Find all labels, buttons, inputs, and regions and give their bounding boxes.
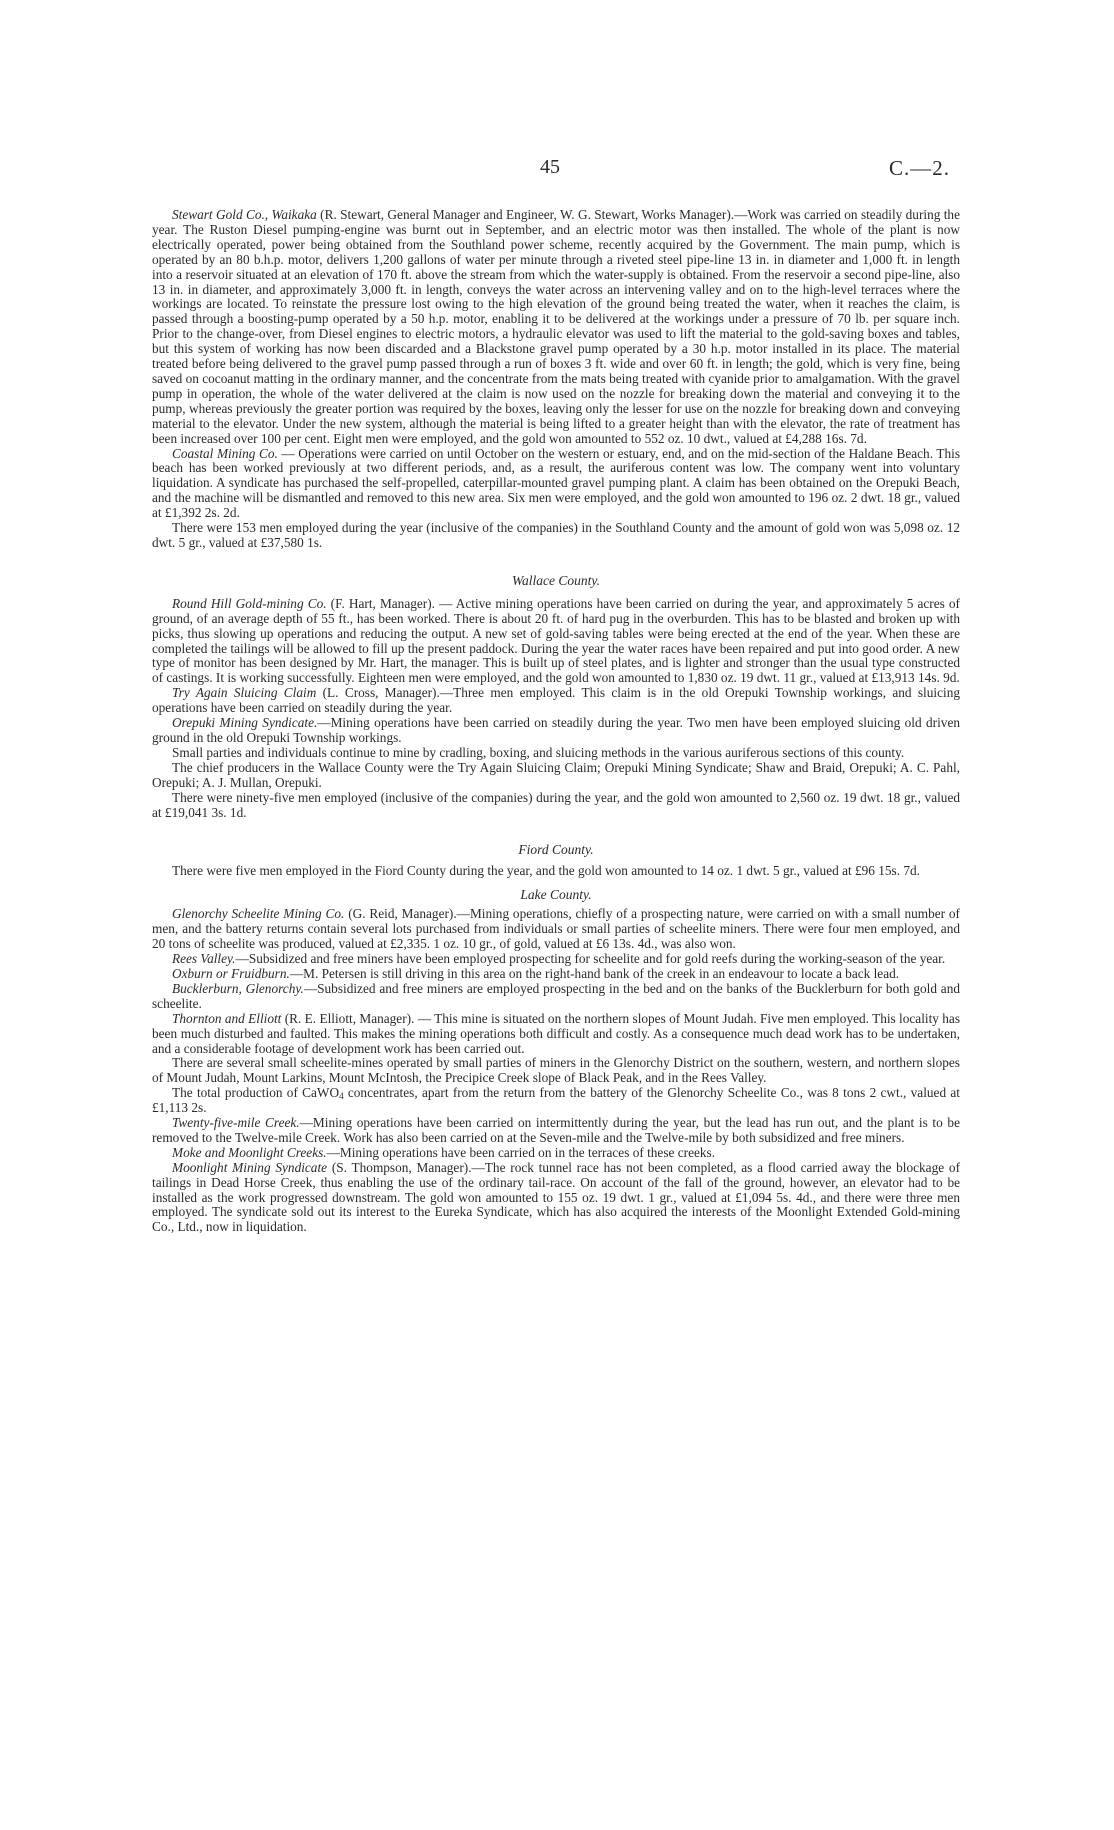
locality-name: Moke and Moonlight Creeks. (172, 1144, 327, 1160)
paragraph-cawo4-production (152, 1086, 960, 1116)
company-name: Coastal Mining Co. (172, 445, 278, 461)
paragraph-text: —Subsidized and free miners have been employed prospecting for scheelite and for gold reefs during the working-season of the year. (235, 951, 946, 967)
paragraph-scheelite-mines: There are several small scheelite-mines operated by small parties of miners in the Glenorchy District on the southern, western, and northern slopes of Mount Judah, Mount Larkins, Mount McIntosh, the Precipice Creek slope of Black Peak, and in the Rees Valley. (152, 1055, 960, 1086)
company-name: Moonlight Mining Syndicate (172, 1159, 328, 1175)
company-name: Thornton and Elliott (172, 1010, 282, 1026)
paragraph-thornton-elliott (152, 1012, 960, 1057)
paragraph-text: — Operations were carried on until October on the western or estuary, end, and on the mid-section of the Haldane Beach. This beach has been worked previously at two different periods, and, as a result, the auriferous content was low. The company went into voluntary liquidation. A syndicate has purchased the self-propelled, caterpillar-mounted gravel pumping plant. A claim has been obtained on the Orepuki Beach, and the machine will be dismantled and removed to this new area. Six men were employed, and the gold won amounted to 196 oz. 2 dwt. 18 gr., valued at £1,392 2s. 2d. (152, 445, 961, 521)
company-name: Glenorchy Scheelite Mining Co. (172, 906, 345, 922)
paragraph-text: The total production of CaWO (172, 1085, 340, 1101)
paragraph-text: (S. Thompson, Manager).—The rock tunnel race has not been completed, as a flood carried away the blockage of tailings in Dead Horse Creek, thus enabling the use of the ordinary tail-race. On account of the fall of the ground, however, an elevator had to be installed as the work progressed downstream. The gold won amounted to 155 oz. 19 dwt. 1 gr., valued at £1,094 5s. 4d., and there were three men employed. The syndicate sold out its interest to the Eureka Syndicate, which has also acquired the interests of the Moonlight Extended Gold-mining Co., Ltd., now in liquidation. (152, 1159, 960, 1235)
paragraph-glenorchy-scheelite (152, 907, 960, 952)
locality-name: Bucklerburn, Glenorchy. (172, 980, 304, 996)
paragraph-rees-valley (152, 952, 960, 967)
paragraph-moke-moonlight (152, 1146, 960, 1161)
locality-name: Twenty-five-mile Creek. (172, 1115, 300, 1131)
document-reference: C.—2. (888, 156, 950, 180)
subscript: 4 (339, 1091, 344, 1102)
paragraph-text: (R. E. Elliott, Manager). — This mine is situated on the northern slopes of Mount Judah. Five men employed. This locality has been much disturbed and faulted. This makes the mining operations both difficult and costly. As a consequence much dead work has to be undertaken, and a considerable footage of development work has been carried out. (152, 1010, 960, 1056)
paragraph-oxburn (152, 967, 960, 982)
paragraph-orepuki-syndicate (152, 716, 960, 746)
paragraph-coastal-mining (152, 447, 960, 522)
page-number: 45 (540, 156, 560, 178)
paragraph-text: —Mining operations have been carried on steadily during the year. Two men have been employed sluicing old driven ground in the old Orepuki Township workings. (152, 715, 960, 745)
paragraph-text: (R. Stewart, General Manager and Engineer, W. G. Stewart, Works Manager).—Work was carried on steadily during the year. The Ruston Diesel pumping-engine was burnt out in September, and an electric motor was then installed. The whole of the plant is now electrically operated, power being obtained from the Southland power scheme, recently acquired by the Government. The main pump, which is operated by an 80 b.h.p. motor, delivers 1,200 gallons of water per minute through a riveted steel pipe-line 13 in. in diameter and 1,000 ft. in length into a reservoir situated at an elevation of 170 ft. above the stream from which the water-supply is obtained. From the reservoir a second pipe-line, also 13 in. in diameter, and approximately 3,000 ft. in length, conveys the water across an intervening valley and on to the high-level terraces where the workings are located. To reinstate the pressure lost owing to the high elevation of the ground being treated the water, when it reaches the claim, is passed through a boosting-pump operated by a 50 h.p. motor, enabling it to be delivered at the workings under a pressure of 70 lb. per square inch. Prior to the change-over, from Diesel engines to electric motors, a hydraulic elevator was used to lift the material to the gold-saving boxes and tables, but this system of working has now been discarded and a Blackstone gravel pump operated by a 30 h.p. motor installed in its place. The material treated before being delivered to the gravel pump passed through a run of boxes 3 ft. wide and over 60 ft. in length; the gold, which is very fine, being saved on cocoanut matting in the ordinary manner, and the concentrate from the mats being treated with cyanide prior to amalgamation. With the gravel pump in operation, the whole of the water delivered at the claim is now used on the nozzle for breaking down the material and conveying it to the pump, whereas previously the greater portion was required by the boxes, leaving only the lesser for use on the nozzle for breaking down and conveying material to the elevator. Under the new system, although the material is being lifted to a greater height than with the elevator, the rate of treatment has been increased over 100 per cent. Eight men were employed, and the gold won amounted to 552 oz. 10 dwt., valued at £4,288 16s. 7d. (152, 207, 960, 446)
locality-name: Oxburn or Fruidburn. (172, 965, 290, 981)
paragraph-text: —Subsidized and free miners are employed prospecting in the bed and on the banks of the Bucklerburn for both gold and scheelite. (152, 980, 960, 1011)
paragraph-text: —Mining operations have been carried on in the terraces of these creeks. (326, 1144, 716, 1160)
paragraph-southland-summary: There were 153 men employed during the year (inclusive of the companies) in the Southland County and the amount of gold won was 5,098 oz. 12 dwt. 5 gr., valued at £37,580 1s. (152, 520, 960, 550)
document-body (152, 208, 960, 1235)
paragraph-wallace-summary: There were ninety-five men employed (inclusive of the companies) during the year, and the gold won amounted to 2,560 oz. 19 dwt. 18 gr., valued at £19,041 3s. 1d. (152, 789, 960, 820)
paragraph-text: —Mining operations have been carried on intermittently during the year, but the lead has run out, and the plant is to be removed to the Twelve-mile Creek. Work has also been carried on at the Seven-mile and the Twelve-mile by both subsidized and free miners. (152, 1115, 960, 1145)
paragraph-try-again (152, 686, 960, 716)
company-name: Stewart Gold Co., Waikaka (172, 207, 317, 222)
company-name: Orepuki Mining Syndicate. (172, 715, 318, 731)
company-name: Try Again Sluicing Claim (172, 685, 317, 701)
locality-name: Rees Valley. (172, 951, 236, 967)
paragraph-text: concentrates, apart from the return from the battery of the Glenorchy Scheelite Co., was 8 tons 2 cwt., valued at £1,113 2s. (152, 1085, 960, 1116)
paragraph-stewart-gold (152, 208, 960, 447)
paragraph-twenty-five-mile (152, 1116, 960, 1146)
paragraph-bucklerburn (152, 982, 960, 1012)
page-header (150, 156, 950, 186)
section-heading-fiord: Fiord County. (518, 842, 594, 858)
paragraph-fiord-summary: There were five men employed in the Fiord County during the year, and the gold won amounted to 14 oz. 1 dwt. 5 gr., valued at £96 15s. 7d. (172, 863, 920, 879)
section-heading-wallace: Wallace County. (512, 572, 600, 588)
paragraph-moonlight-syndicate (152, 1161, 960, 1236)
paragraph-chief-producers: The chief producers in the Wallace County were the Try Again Sluicing Claim; Orepuki Mining Syndicate; Shaw and Braid, Orepuki; A. C. Pahl, Orepuki; A. J. Mullan, Orepuki. (152, 759, 960, 790)
section-heading-lake: Lake County. (520, 887, 592, 903)
paragraph-text: —M. Petersen is still driving in this area on the right-hand bank of the creek in an endeavour to locate a back lead. (289, 965, 900, 981)
paragraph-text: (L. Cross, Manager).—Three men employed. This claim is in the old Orepuki Township workings, and sluicing operations have been carried on steadily during the year. (152, 685, 960, 716)
paragraph-text: (G. Reid, Manager).—Mining operations, chiefly of a prospecting nature, were carried on with a small number of men, and the battery returns contain several lots purchased from individuals or small parties of scheelite miners. There were four men employed, and 20 tons of scheelite was produced, valued at £2,335. 1 oz. 10 gr., of gold, valued at £6 13s. 4d., was also won. (152, 906, 960, 952)
paragraph-small-parties: Small parties and individuals continue to mine by cradling, boxing, and sluicing methods in the various auriferous sections of this county. (172, 744, 905, 760)
paragraph-round-hill (152, 597, 960, 686)
paragraph-text: (F. Hart, Manager). — Active mining operations have been carried on during the year, and approximately 5 acres of ground, of an average depth of 55 ft., has been worked. There is about 20 ft. of hard pug in the overburden. This has to be blasted and broken up with picks, thus slowing up operations and reducing the output. A new set of gold-saving tables were being erected at the end of the year. When these are completed the tailings will be allowed to fill up the present paddock. During the year the water races have been repaired and put into good order. A new type of monitor has been designed by Mr. Hart, the manager. This is built up of steel plates, and is lighter and stronger than the usual type constructed of castings. It is working successfully. Eighteen men were employed, and the gold won amounted to 1,830 oz. 19 dwt. 11 gr., valued at £13,913 14s. 9d. (152, 595, 960, 686)
company-name: Round Hill Gold-mining Co. (172, 595, 327, 611)
